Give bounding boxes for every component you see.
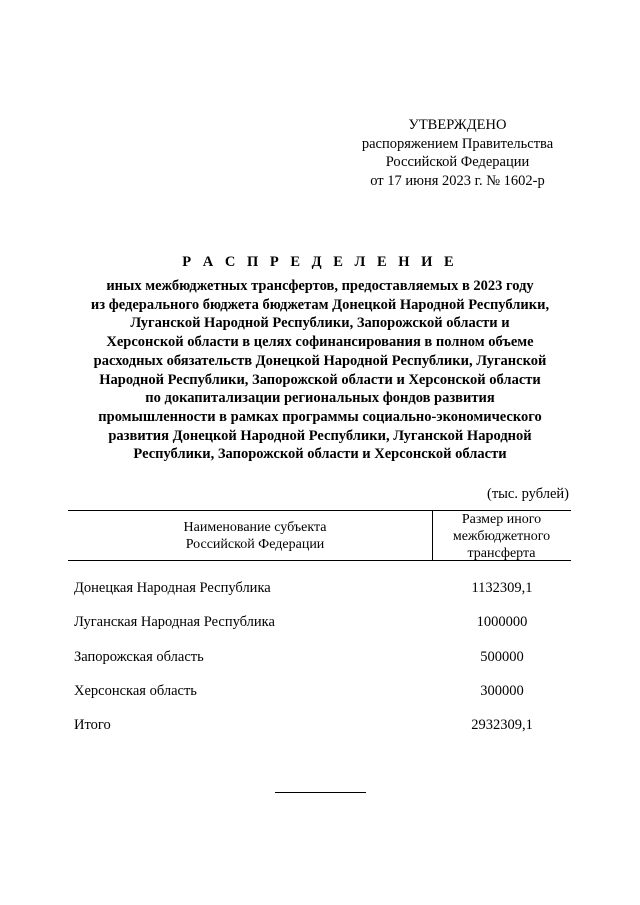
subtitle-line: иных межбюджетных трансфертов, предоставляемых в 2023 году [106, 278, 534, 294]
region-name: Донецкая Народная Республика [74, 580, 271, 596]
document-subtitle [60, 277, 580, 464]
column-header-amount [432, 511, 571, 562]
region-name: Луганская Народная Республика [74, 614, 275, 630]
subtitle-line: расходных обязательств Донецкой Народной Республики, Луганской [93, 352, 547, 369]
table-row [74, 614, 544, 634]
region-name: Запорожская область [74, 649, 204, 665]
subtitle-line: развития Донецкой Народной Республики, Луганской Народной [108, 427, 532, 444]
total-amount: 2932309,1 [471, 717, 533, 733]
unit-label: (тыс. рублей) [487, 486, 569, 502]
subtitle-line: Луганской Народной Республики, Запорожской области и [130, 315, 510, 332]
approval-line-2: Российской Федерации [385, 154, 530, 170]
approval-title: УТВЕРЖДЕНО [408, 117, 507, 133]
document-heading: Р А С П Р Е Д Е Л Е Н И Е [182, 254, 458, 270]
region-name: Херсонская область [74, 683, 197, 699]
table-row [74, 683, 544, 703]
transfer-amount: 500000 [480, 649, 524, 665]
approval-block [340, 116, 575, 190]
column-header-subject-line: Российской Федерации [185, 537, 325, 552]
end-of-document-line [275, 792, 366, 793]
subtitle-line: промышленности в рамках программы социально-экономического [98, 408, 542, 425]
approval-line-1: распоряжением Правительства [361, 135, 554, 152]
total-label: Итого [74, 717, 111, 733]
column-header-subject [150, 519, 360, 553]
transfer-amount: 1132309,1 [471, 580, 533, 596]
subtitle-line: Народной Республики, Запорожской области и Херсонской области [99, 371, 541, 388]
column-header-amount-line: межбюджетного [452, 529, 551, 544]
transfer-amount: 1000000 [476, 614, 528, 630]
subtitle-line: из федерального бюджета бюджетам Донецкой Народной Республики, [90, 296, 550, 313]
subtitle-line: Херсонской области в целях софинансирования в полном объеме [106, 334, 534, 351]
table-row [74, 649, 544, 669]
column-header-amount-line: трансферта [467, 546, 536, 561]
transfer-amount: 300000 [480, 683, 524, 699]
column-header-subject-line: Наименование субъекта [183, 520, 327, 535]
subtitle-line: по докапитализации региональных фондов развития [145, 390, 495, 407]
table-row-total [74, 717, 544, 737]
table-row [74, 580, 544, 600]
subtitle-line: Республики, Запорожской области и Херсонской области [133, 446, 507, 463]
column-header-amount-line: Размер иного [461, 512, 542, 527]
approval-line-3: от 17 июня 2023 г. № 1602-р [370, 172, 545, 189]
